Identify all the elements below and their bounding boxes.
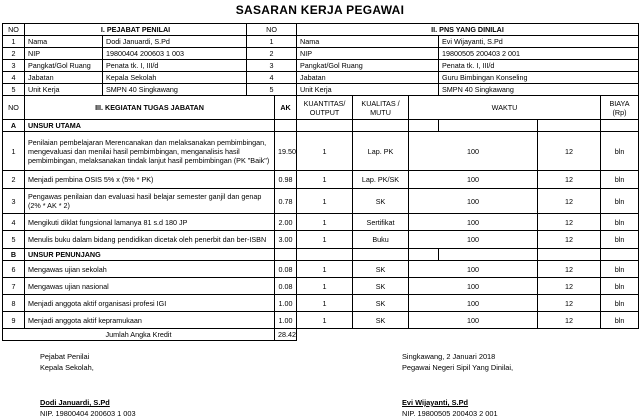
activity-ak: 19.50 bbox=[275, 132, 297, 171]
identity-value: 19800404 200603 1 003 bbox=[103, 48, 247, 60]
identity-value-2: Guru Bimbingan Konseling bbox=[439, 72, 639, 84]
signature-right-nip: NIP. 19800505 200403 2 001 bbox=[402, 409, 498, 418]
group-row bbox=[3, 120, 639, 132]
identity-no-2: 5 bbox=[247, 84, 297, 96]
activity-quality: 100 bbox=[409, 189, 538, 214]
activity-heading: III. KEGIATAN TUGAS JABATAN bbox=[25, 96, 275, 120]
activity-row bbox=[3, 312, 639, 329]
activity-time-unit: bln bbox=[601, 295, 639, 312]
identity-value: Penata tk. I, III/d bbox=[103, 60, 247, 72]
identity-value: Kepala Sekolah bbox=[103, 72, 247, 84]
activity-row bbox=[3, 295, 639, 312]
activity-ak: 0.08 bbox=[275, 261, 297, 278]
skp-table bbox=[2, 23, 639, 341]
signature-left-line1: Pejabat Penilai bbox=[40, 352, 90, 361]
activity-time: 12 bbox=[538, 171, 601, 189]
identity-value-2: Penata tk. I, III/d bbox=[439, 60, 639, 72]
activity-time: 12 bbox=[538, 295, 601, 312]
pejabat-penilai-heading: I. PEJABAT PENILAI bbox=[25, 24, 247, 36]
signature-left-nip: NIP. 19800404 200603 1 003 bbox=[40, 409, 136, 418]
time-header: WAKTU bbox=[409, 96, 601, 120]
quantity-output-header: KUANTITAS/ OUTPUT bbox=[297, 96, 353, 120]
identity-no-header-2: NO bbox=[247, 24, 297, 36]
pns-dinilai-heading: II. PNS YANG DINILAI bbox=[297, 24, 639, 36]
page-title: SASARAN KERJA PEGAWAI bbox=[235, 3, 405, 17]
identity-value-2: 19800505 200403 2 001 bbox=[439, 48, 639, 60]
identity-label-2: Pangkat/Gol Ruang bbox=[297, 60, 439, 72]
identity-value: SMPN 40 Singkawang bbox=[103, 84, 247, 96]
activity-output: SK bbox=[353, 261, 409, 278]
activity-time-unit: bln bbox=[601, 312, 639, 329]
activity-qty: 1 bbox=[297, 295, 353, 312]
total-label: Jumlah Angka Kredit bbox=[3, 329, 275, 341]
activity-time-unit: bln bbox=[601, 132, 639, 171]
identity-no-2: 1 bbox=[247, 36, 297, 48]
activity-quality: 100 bbox=[409, 231, 538, 249]
activity-quality: 100 bbox=[409, 171, 538, 189]
activity-no: 7 bbox=[3, 278, 25, 295]
activity-row bbox=[3, 214, 639, 231]
activity-time: 12 bbox=[538, 312, 601, 329]
activity-output: SK bbox=[353, 278, 409, 295]
activity-quality: 100 bbox=[409, 278, 538, 295]
activity-no: 2 bbox=[3, 171, 25, 189]
activity-output: Lap. PK/SK bbox=[353, 171, 409, 189]
activity-text: Menjadi pembina OSIS 5% x (5% * PK) bbox=[25, 171, 275, 189]
activity-row bbox=[3, 189, 639, 214]
activity-no: 6 bbox=[3, 261, 25, 278]
signature-right-date: Singkawang, 2 Januari 2018 bbox=[402, 352, 496, 361]
activity-time-unit: bln bbox=[601, 261, 639, 278]
activity-text: Menulis buku dalam bidang pendidikan dicetak oleh penerbit dan ber-ISBN bbox=[25, 231, 275, 249]
identity-header-row bbox=[3, 24, 639, 36]
activity-row bbox=[3, 231, 639, 249]
activity-quality: 100 bbox=[409, 295, 538, 312]
activity-time-unit: bln bbox=[601, 278, 639, 295]
activity-text: Mengawas ujian sekolah bbox=[25, 261, 275, 278]
activity-text: Mengawas ujian nasional bbox=[25, 278, 275, 295]
identity-label: Pangkat/Gol Ruang bbox=[25, 60, 103, 72]
activity-time-unit: bln bbox=[601, 231, 639, 249]
activity-ak: 0.78 bbox=[275, 189, 297, 214]
activity-qty: 1 bbox=[297, 278, 353, 295]
activity-quality: 100 bbox=[409, 312, 538, 329]
signature-left-name: Dodi Januardi, S.Pd bbox=[40, 398, 110, 407]
group-title: UNSUR UTAMA bbox=[25, 120, 275, 132]
total-row bbox=[3, 329, 639, 341]
identity-no: 1 bbox=[3, 36, 25, 48]
activity-output: SK bbox=[353, 295, 409, 312]
identity-value-2: SMPN 40 Singkawang bbox=[439, 84, 639, 96]
signature-right bbox=[402, 351, 513, 419]
activity-no: 1 bbox=[3, 132, 25, 171]
activity-time: 12 bbox=[538, 214, 601, 231]
activity-quality: 100 bbox=[409, 261, 538, 278]
identity-label: NIP bbox=[25, 48, 103, 60]
activity-row bbox=[3, 132, 639, 171]
identity-row bbox=[3, 36, 639, 48]
identity-label-2: Jabatan bbox=[297, 72, 439, 84]
activity-ak: 0.08 bbox=[275, 278, 297, 295]
ak-header: AK bbox=[275, 96, 297, 120]
activity-ak: 3.00 bbox=[275, 231, 297, 249]
group-letter: B bbox=[3, 249, 25, 261]
activity-text: Menjadi anggota aktif organisasi profesi IGI bbox=[25, 295, 275, 312]
activity-time: 12 bbox=[538, 278, 601, 295]
activity-qty: 1 bbox=[297, 231, 353, 249]
activity-time-unit: bln bbox=[601, 171, 639, 189]
activity-ak: 1.00 bbox=[275, 312, 297, 329]
activity-no: 3 bbox=[3, 189, 25, 214]
group-letter: A bbox=[3, 120, 25, 132]
signature-right-line2: Pegawai Negeri Sipil Yang Dinilai, bbox=[402, 363, 514, 372]
identity-row bbox=[3, 72, 639, 84]
activity-no: 5 bbox=[3, 231, 25, 249]
signature-right-name: Evi Wijayanti, S.Pd bbox=[402, 398, 469, 407]
identity-row bbox=[3, 60, 639, 72]
identity-value-2: Evi Wijayanti, S.Pd bbox=[439, 36, 639, 48]
activity-time: 12 bbox=[538, 189, 601, 214]
activity-row bbox=[3, 171, 639, 189]
identity-no: 3 bbox=[3, 60, 25, 72]
identity-no-2: 3 bbox=[247, 60, 297, 72]
identity-label-2: Nama bbox=[297, 36, 439, 48]
activity-text: Mengikuti diklat fungsional lamanya 81 s.d 180 JP bbox=[25, 214, 275, 231]
activity-row bbox=[3, 261, 639, 278]
identity-value: Dodi Januardi, S.Pd bbox=[103, 36, 247, 48]
identity-row bbox=[3, 84, 639, 96]
activity-output: SK bbox=[353, 312, 409, 329]
activity-text: Pengawas penilaian dan evaluasi hasil belajar semester ganjil dan genap (2% * AK * 2) bbox=[25, 189, 275, 214]
identity-row bbox=[3, 48, 639, 60]
total-value: 28.42 bbox=[275, 329, 297, 341]
activity-output: Lap. PK bbox=[353, 132, 409, 171]
activity-qty: 1 bbox=[297, 261, 353, 278]
identity-no-2: 4 bbox=[247, 72, 297, 84]
activity-output: Buku bbox=[353, 231, 409, 249]
activity-time: 12 bbox=[538, 231, 601, 249]
activity-output: Sertifikat bbox=[353, 214, 409, 231]
activity-time: 12 bbox=[538, 132, 601, 171]
activity-no: 8 bbox=[3, 295, 25, 312]
activity-row bbox=[3, 278, 639, 295]
identity-label-2: Unit Kerja bbox=[297, 84, 439, 96]
cost-header: BIAYA (Rp) bbox=[601, 96, 639, 120]
activity-qty: 1 bbox=[297, 132, 353, 171]
activity-quality: 100 bbox=[409, 214, 538, 231]
activity-output: SK bbox=[353, 189, 409, 214]
signature-left bbox=[40, 351, 136, 419]
activity-ak: 0.98 bbox=[275, 171, 297, 189]
activity-ak: 2.00 bbox=[275, 214, 297, 231]
activity-quality: 100 bbox=[409, 132, 538, 171]
activity-header-row bbox=[3, 96, 639, 120]
activity-time-unit: bln bbox=[601, 214, 639, 231]
identity-label: Nama bbox=[25, 36, 103, 48]
activity-no: 9 bbox=[3, 312, 25, 329]
quality-header: KUALITAS / MUTU bbox=[353, 96, 409, 120]
group-title: UNSUR PENUNJANG bbox=[25, 249, 275, 261]
activity-text: Menjadi anggota aktif kepramukaan bbox=[25, 312, 275, 329]
signature-left-line2: Kepala Sekolah, bbox=[40, 363, 94, 372]
activity-qty: 1 bbox=[297, 171, 353, 189]
activity-qty: 1 bbox=[297, 189, 353, 214]
activity-qty: 1 bbox=[297, 214, 353, 231]
activity-no-header: NO bbox=[3, 96, 25, 120]
activity-no: 4 bbox=[3, 214, 25, 231]
identity-no: 5 bbox=[3, 84, 25, 96]
identity-no: 2 bbox=[3, 48, 25, 60]
group-row bbox=[3, 249, 639, 261]
activity-qty: 1 bbox=[297, 312, 353, 329]
identity-label-2: NIP bbox=[297, 48, 439, 60]
activity-time: 12 bbox=[538, 261, 601, 278]
activity-time-unit: bln bbox=[601, 189, 639, 214]
activity-text: Penilaian pembelajaran Merencanakan dan melaksanakan pembimbingan, mengevaluasi dan menilai hasil pembimbingan, menganalisis hasil pembimbingan, melaksanakan tindak lanjut hasil pembimbingan (PK "Baik") bbox=[25, 132, 275, 171]
identity-label: Unit Kerja bbox=[25, 84, 103, 96]
identity-no-2: 2 bbox=[247, 48, 297, 60]
activity-ak: 1.00 bbox=[275, 295, 297, 312]
identity-label: Jabatan bbox=[25, 72, 103, 84]
identity-no: 4 bbox=[3, 72, 25, 84]
identity-no-header: NO bbox=[3, 24, 25, 36]
